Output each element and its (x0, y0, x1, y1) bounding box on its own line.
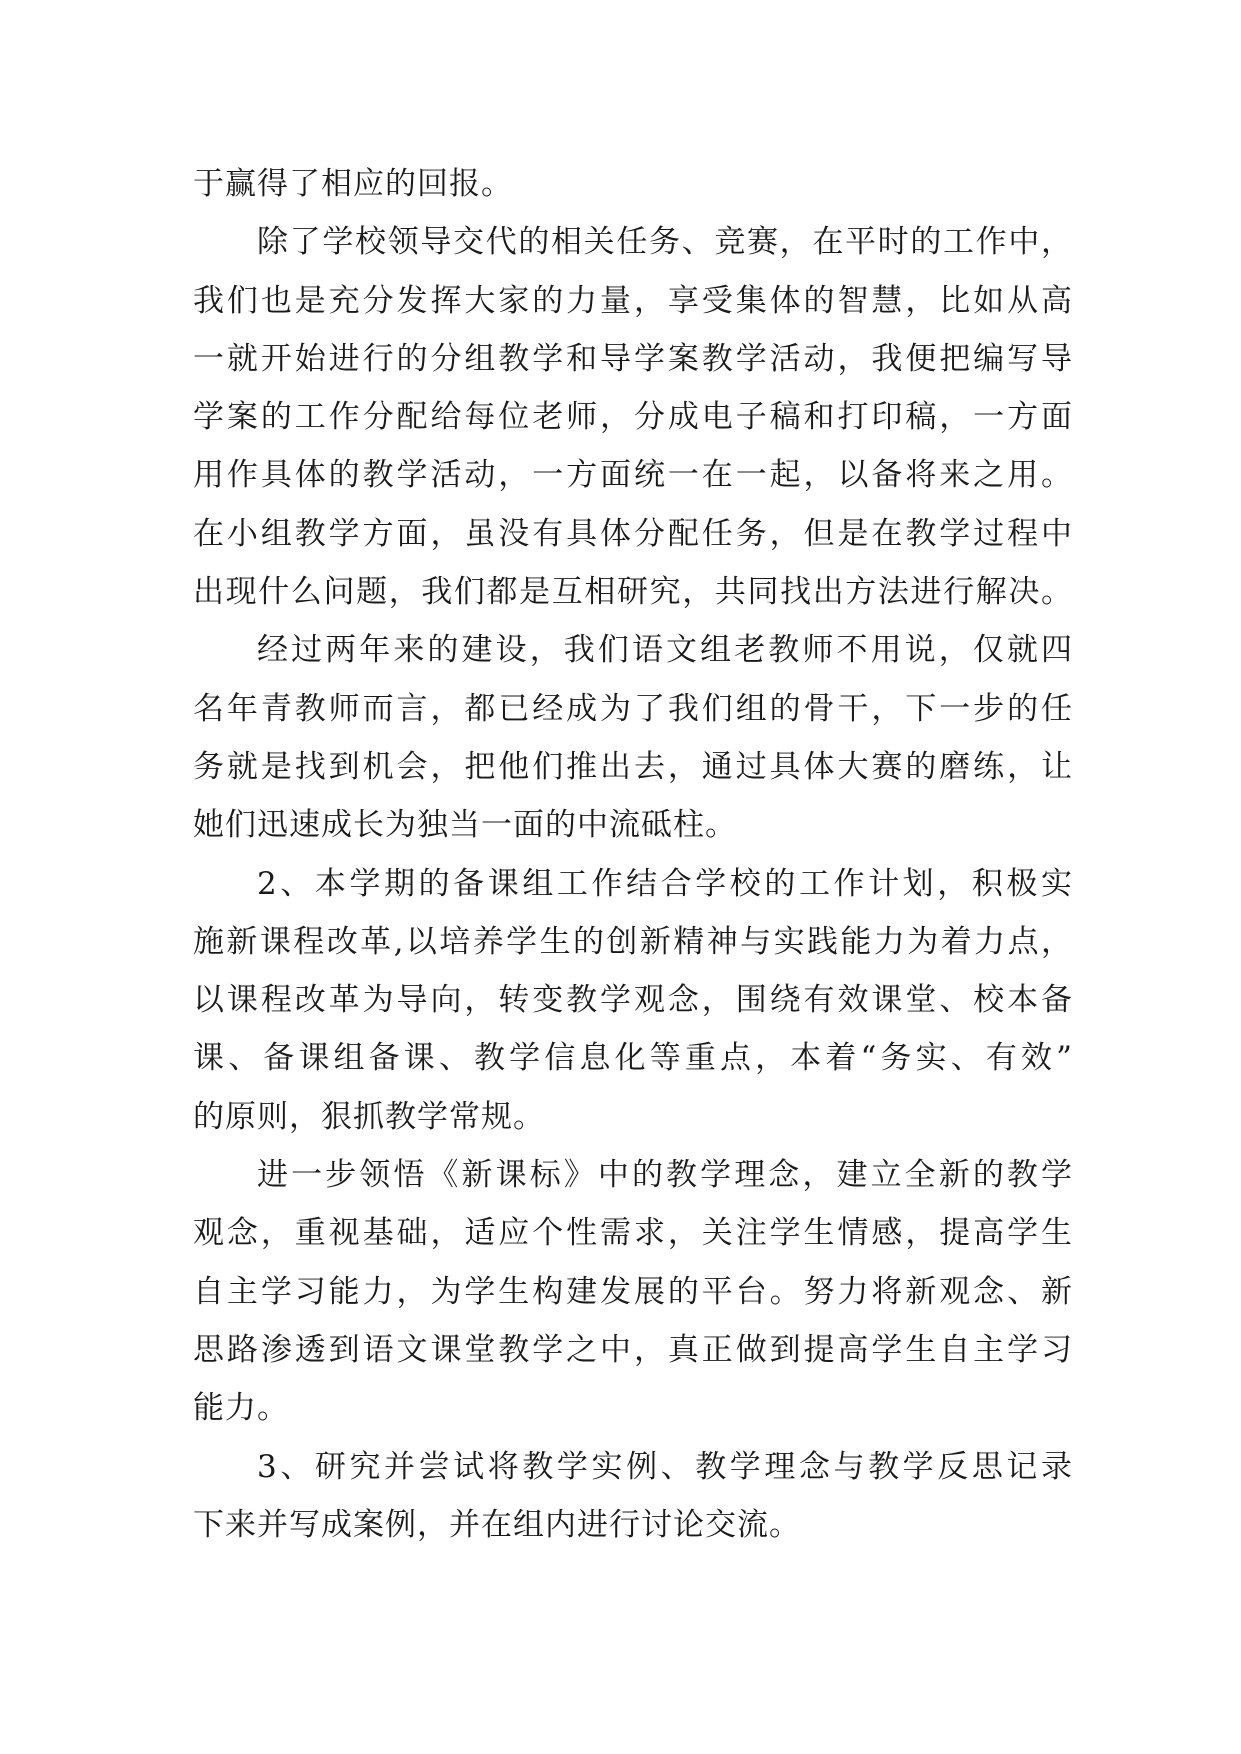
text-line: 下来并写成案例，并在组内进行讨论交流。 (193, 1506, 801, 1543)
text-line: 3、研究并尝试将教学实例、教学理念与教学反思记录 (257, 1448, 1073, 1485)
text-line: 我们也是充分发挥大家的力量，享受集体的智慧，比如从高 (193, 282, 1073, 319)
text-line: 以课程改革为导向，转变教学观念，围绕有效课堂、校本备 (193, 982, 1073, 1019)
text-line: 自主学习能力，为学生构建发展的平台。努力将新观念、新 (193, 1273, 1073, 1310)
text-line: 一就开始进行的分组教学和导学案教学活动，我便把编写导 (193, 340, 1073, 377)
text-line: 能力。 (193, 1390, 289, 1427)
text-line: 2、本学期的备课组工作结合学校的工作计划，积极实 (257, 865, 1073, 902)
text-line: 用作具体的教学活动，一方面统一在一起，以备将来之用。 (193, 457, 1073, 494)
text-line: 进一步领悟《新课标》中的教学理念，建立全新的教学 (257, 1157, 1073, 1194)
text-line: 除了学校领导交代的相关任务、竞赛，在平时的工作中， (257, 224, 1073, 261)
document-body (193, 155, 1073, 1554)
text-line: 学案的工作分配给每位老师，分成电子稿和打印稿，一方面 (193, 399, 1073, 436)
text-line: 在小组教学方面，虽没有具体分配任务，但是在教学过程中 (193, 515, 1073, 552)
text-line: 务就是找到机会，把他们推出去，通过具体大赛的磨练，让 (193, 748, 1073, 785)
text-line: 施新课程改革,以培养学生的创新精神与实践能力为着力点， (193, 923, 1073, 960)
text-line: 名年青教师而言，都已经成为了我们组的骨干，下一步的任 (193, 690, 1073, 727)
text-line: 的原则，狠抓教学常规。 (193, 1098, 545, 1135)
text-line: 她们迅速成长为独当一面的中流砥柱。 (193, 807, 737, 844)
text-line: 出现什么问题，我们都是互相研究，共同找出方法进行解决。 (193, 574, 1073, 611)
text-line: 观念，重视基础，适应个性需求，关注学生情感，提高学生 (193, 1215, 1073, 1252)
text-line: 思路渗透到语文课堂教学之中，真正做到提高学生自主学习 (193, 1331, 1073, 1368)
text-line: 课、备课组备课、教学信息化等重点，本着“务实、有效” (193, 1040, 1073, 1077)
text-line: 于赢得了相应的回报。 (193, 166, 513, 202)
text-line: 经过两年来的建设，我们语文组老教师不用说，仅就四 (257, 632, 1073, 669)
